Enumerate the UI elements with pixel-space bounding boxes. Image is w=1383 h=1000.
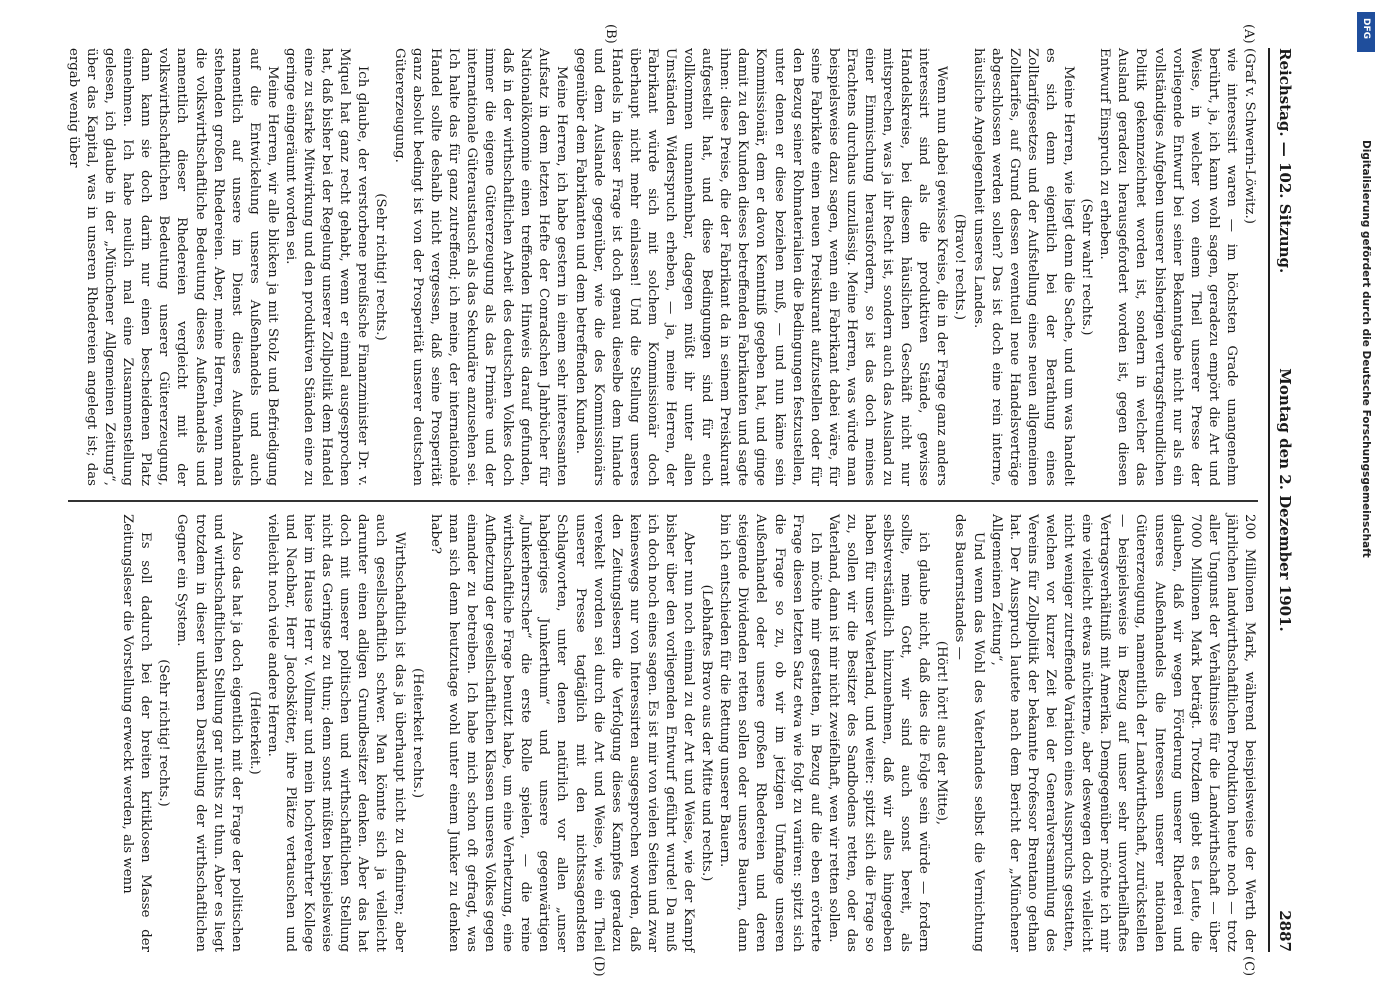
page-number: 2887 bbox=[1276, 910, 1294, 952]
interjection: (Sehr richtig! rechts.) bbox=[156, 659, 172, 807]
paragraph: Meine Herren, ich habe gestern in einem sehr interessanten Aufsatz in dem letzten Hefte der Conradschen Jahrbücher für Nationalökonomie einen treffenden Hinweis darauf gefunden, daß in der wirthschaftlichen Arbeit des deutschen Volkes doch immer die eigene Gütererzeugung als das Primäre und der internationale Güteraustausch als das Sekundäre anzusehen sei. Ich halte das für ganz zutreffend; ich meine, der internationale Handel sollte deshalb nicht vergessen, daß seine Prosperität ganz absolut bedingt ist von der Prosperität unserer deutschen Gütererzeugung. bbox=[391, 48, 570, 486]
scanned-page bbox=[62, 24, 1300, 977]
interjection: (Sehr richtig! rechts.) bbox=[373, 193, 389, 341]
paragraph: Es soll dadurch bei der breiten kritiklosen Masse der Zeitungsleser die Vorstellung erweckt werden, als wenn bbox=[120, 514, 154, 952]
paragraph: 200 Millionen Mark, während beispielsweise der Werth der jährlichen landwirthschaftlichen Produktion heute noch — trotz aller Ungunst der Verhältnisse für die Landwirthschaft — über 7000 Millionen Mark beträgt. Trotzdem giebt es Leute, die glauben, daß wir wegen Förderung unserer Rhederei und unseres Außenhandels die Interessen unserer nationalen Gütererzeugung, namentlich der Landwirthschaft, zurückstellen — beispielsweise in Bezug auf unser sehr unvortheilhaftes Vertragsverhältniß mit Amerika. Demgegenüber möchte ich mir eine vielleicht etwas nüchterne, aber deswegen doch vielleicht nicht weniger zutreffende Variation eines Ausspruchs gestatten, welchen vor kurzer Zeit bei der Generalversammlung des Vereins für Zollpolitik der bekannte Professor Brentano gethan hat. Der Ausspruch lautete nach dem Bericht der „Münchener Allgemeinen Zeitung“, bbox=[988, 514, 1257, 952]
paragraph: wie interessirt waren — im höchsten Grade unangenehm berührt, ja, ich kann wohl sagen, geradezu empört die Art und Weise, in welcher von einem Theil unserer Presse der vorliegende Entwurf bei seiner Bekanntgabe nicht nur als ein vollständiges Aufgeben unserer bisherigen vertragsfreundlichen Politik gekennzeichnet worden ist, sondern in welcher das Ausland geradezu herausgefordert worden ist, gegen diesen Entwurf Einspruch zu erheben. bbox=[1097, 48, 1239, 486]
right-column bbox=[68, 514, 1258, 952]
header-date: Montag den 2. Dezember 1901. bbox=[1276, 368, 1294, 632]
credit-text: Digitalisierung gefördert durch die Deutsche Forschungsgemeinschaft bbox=[1360, 140, 1372, 558]
paragraph: Ich glaube, der verstorbene preußische Finanzminister Dr. v. Miquel hat ganz recht gehabt, wenn er einmal ausgesprochen hat, daß bisher bei der Regelung unserer Zollpolitik dem Handel eine zu starke Mitwirkung und den produktiven Ständen eine zu geringe eingeräumt worden sei. bbox=[283, 48, 371, 486]
margin-mark-b: (B) bbox=[603, 24, 618, 44]
paragraph: Meine Herren, wie liegt denn die Sache, und um was handelt es sich denn eigentlich bei der Berathung eines Zolltarifgesetzes und der Aufstellung eines neuen allgemeinen Zolltarifes, auf Grund dessen eventuell neue Handelsverträge abgeschlossen werden sollen? Das ist doch eine rein interne, häusliche Angelegenheit unseres Landes. bbox=[970, 48, 1077, 486]
interjection: (Hört! hört! aus der Mitte), bbox=[934, 640, 950, 826]
margin-mark-d: (D) bbox=[591, 956, 606, 977]
paragraph: Wenn nun dabei gewisse Kreise, die in der Frage ganz anders interessirt sind als die produktiven Stände, gewisse Handelskreise, bei diesem häuslichen Geschäft nicht nur mitsprechen, was ja ihr Recht ist, sondern auch das Ausland zu einer Einmischung herausfordern, so ist das doch meines Erachtens durchaus unzulässig. Meine Herren, was würde man beispielsweise dazu sagen, wenn ein Fabrikant dabei wäre, für seine Fabrikate einen neuen Preiskurant aufzustellen oder für den Bezug seiner Rohmaterialien die Bedingungen festzustellen, unter denen er diese beziehen muß, — und nun käme sein Kommissionär, dem er davon Kenntniß gegeben hat, und ginge damit zu den Kunden dieses betreffenden Fabrikanten und sagte ihnen: diese Preise, die der Fabrikant da in seinem Preiskurant aufgestellt hat, und diese Bedingungen sind für euch vollkommen unannehmbar, dagegen müßt ihr unter allen Umständen Widerspruch erheben, — ja, meine Herren, der Fabrikant würde sich mit solchem Kommissionär doch überhaupt nicht mehr einlassen! Und die Stellung unseres Handels in dieser Frage ist doch genau dieselbe dem Inlande und dem Auslande gegenüber, wie die des Kommissionärs gegenüber dem Fabrikanten und dem betreffenden Kunden. bbox=[572, 48, 950, 486]
margin-mark-c: (C) bbox=[1241, 956, 1256, 977]
quotation: Und wenn das Wohl des Vaterlandes selbst die Vernichtung des Bauernstandes — bbox=[952, 514, 986, 952]
paragraph: Ich möchte mir gestatten, in Bezug auf die eben erörterte Frage diesen letzten Satz etwa wie folgt zu variiren: spitzt sich die Frage so zu, ob wir im jetzigen Umfange unseren Außenhandel oder unsere großen Rhedereien und deren steigende Dividenden retten sollen oder unsere Bauern, dann bin ich entschieden für die Rettung unserer Bauern. bbox=[717, 514, 823, 952]
paragraph: Also das hat ja doch eigentlich mit der Frage der politischen und wirthschaftlichen Stellung gar nichts zu thun. Aber es liegt trotzdem in dieser unklaren Darstellung der wirthschaftlichen Gegner ein System. bbox=[174, 514, 244, 952]
dfg-logo: DFG bbox=[1357, 12, 1375, 52]
digitization-credit bbox=[1350, 20, 1380, 980]
page-header bbox=[1268, 48, 1300, 952]
paragraph: Wirthschaftlich ist das ja überhaupt nicht zu definiren; aber auch gesellschaftlich schwer. Man könnte sich ja vielleicht darunter einen adligen Grundbesitzer denken. Aber das hat doch mit unserer politischen und wirthschaftlichen Stellung nicht das Geringste zu thun; denn sonst müßten beispielsweise hier im Hause Herr v. Vollmar und mein hochverehrter Kollege und Nachbar, Herr Jacobskötter, ihre Plätze vertauschen und vielleicht noch viele andere Herren. bbox=[264, 514, 407, 952]
interjection: (Heiterkeit.) bbox=[246, 691, 262, 775]
speaker-label: (Graf v. Schwerin-Löwitz.) bbox=[1242, 48, 1257, 224]
interjection: (Bravo! rechts.) bbox=[952, 213, 968, 321]
quotation: ich glaube nicht, daß dies die Folge sein würde — fordern sollte, mein Gott, wir sind auch sonst bereit, als selbstverständlich hinzunehmen, daß wir alles hingegeben haben für unser Vaterland, und weiter: spitzt sich die Frage so zu, sollen wir die Besitzer des Sandbodens retten, oder das Vaterland, dann ist mir nicht zweifelhaft, wen wir retten sollen. bbox=[825, 514, 932, 952]
interjection: (Sehr wahr! rechts.) bbox=[1079, 198, 1095, 336]
column-divider bbox=[68, 500, 1258, 502]
header-rule bbox=[1268, 48, 1270, 952]
paragraph: Aber nun noch einmal zu der Art und Weise, wie der Kampf bisher über den vorliegenden Entwurf geführt wurde! Da muß ich doch noch eines sagen. Es ist mir von vielen Seiten und zwar keineswegs nur von Interessirten ausgesprochen worden, daß den Zeitungslesern die Verfolgung dieses Kampfes geradezu verekelt worden sei durch die Art und Weise, wie ein Theil unserer Presse tagtäglich mit den nichtssagendsten Schlagworten, unter denen natürlich vor allen „unser habgieriges Junkerthum“ und unsere gegenwärtigen „Junkerherrscher“ die erste Rolle spielen, — die reine wirthschaftliche Frage benutzt habe, um eine Verhetzung, eine Aufhetzung der gesellschaftlichen Klassen unseres Volkes gegen einander zu betreiben. Ich habe mich schon oft gefragt, was man sich denn heutzutage wohl unter einem Junker zu denken habe? bbox=[427, 514, 697, 952]
interjection: (Heiterkeit rechts.) bbox=[409, 667, 425, 799]
margin-mark-a: (A) bbox=[1241, 24, 1256, 44]
header-session: Reichstag. — 102. Sitzung. bbox=[1276, 48, 1294, 274]
interjection: (Lebhaftes Bravo aus der Mitte und rechts.) bbox=[699, 584, 715, 882]
left-column bbox=[65, 48, 1258, 486]
paragraph: Meine Herren, wir alle blicken ja mit Stolz und Befriedigung auf die Entwickelung unseres Außenhandels und auch namentlich auf unsere im Dienst dieses Außenhandels stehenden großen Rhedereien. Aber, meine Herren, wenn man die volkswirthschaftliche Bedeutung dieses Außenhandels und namentlich dieser Rhedereien vergleicht mit der volkswirthschaftlichen Bedeutung unserer Gütererzeugung, dann kann sie doch darin nur einen bescheidenen Platz einnehmen. Ich habe neulich mal eine Zusammenstellung gelesen, ich glaube in der „Münchener Allgemeinen Zeitung“, über das Kapital, was in unseren Rhedereien angelegt ist; das ergab wenig über bbox=[65, 48, 280, 486]
